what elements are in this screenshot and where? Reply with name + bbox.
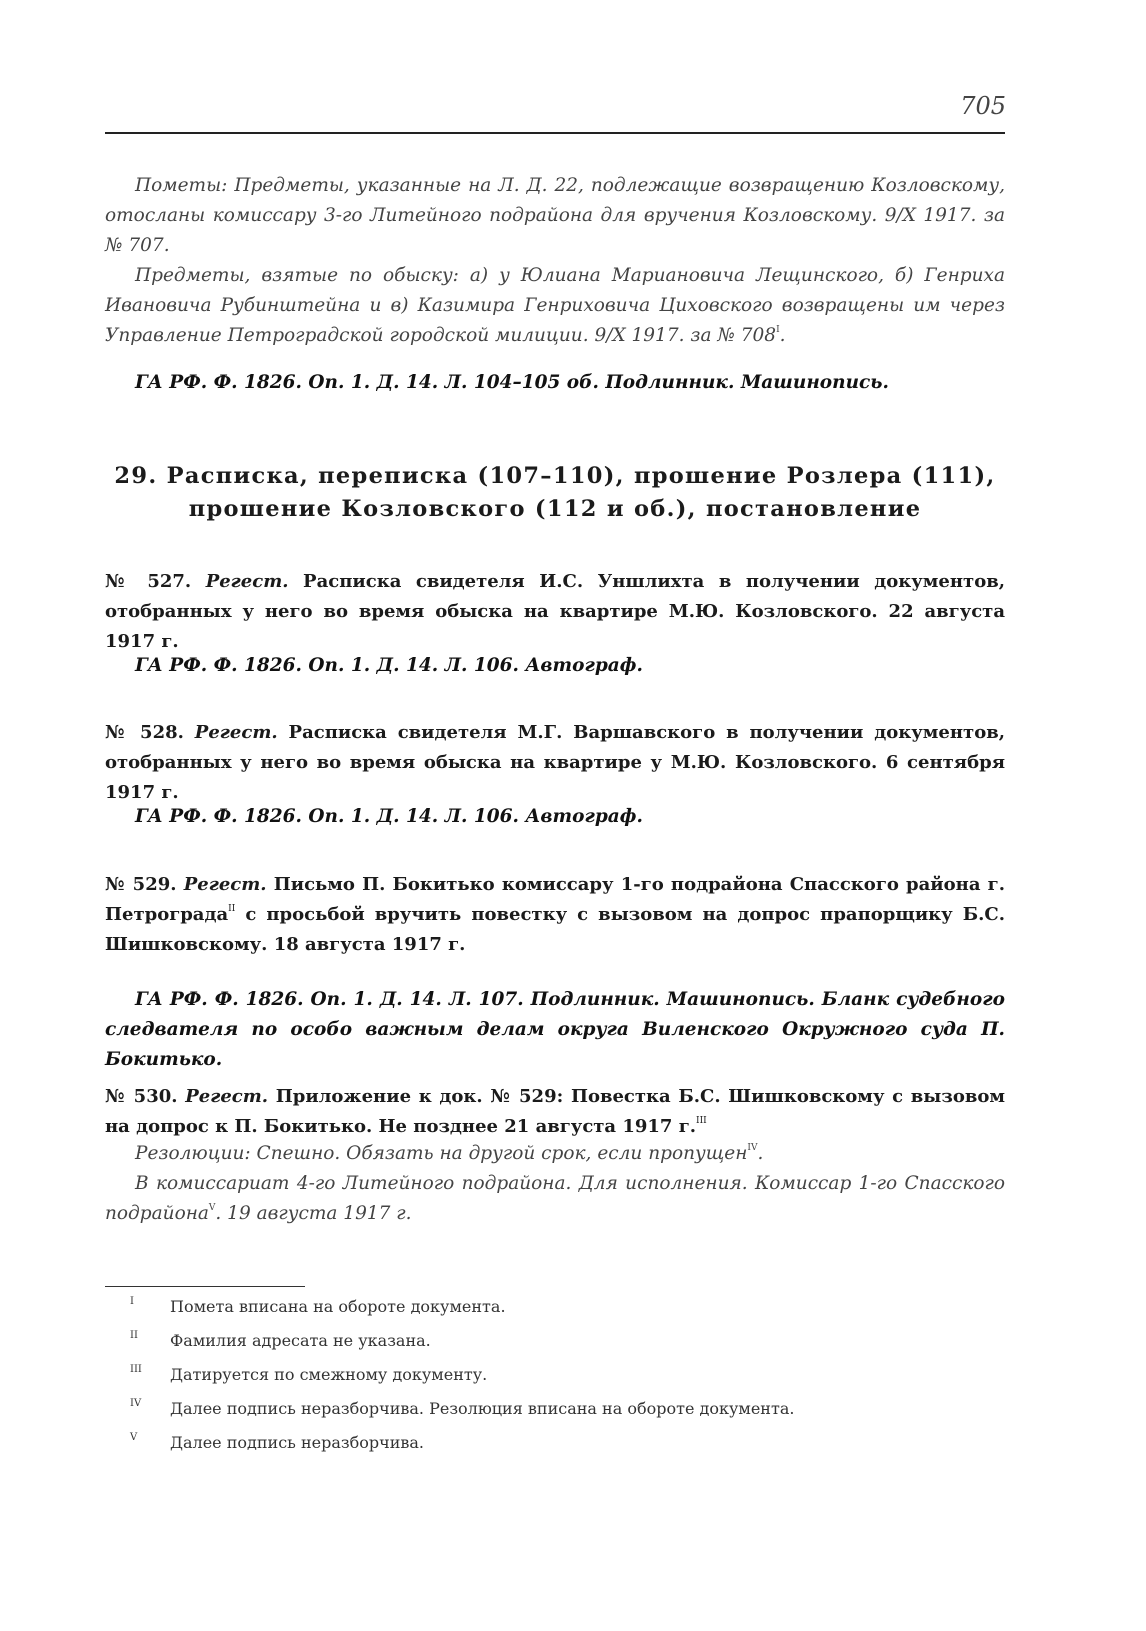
header-rule	[105, 132, 1005, 134]
archive-reference-2: ГА РФ. Ф. 1826. Оп. 1. Д. 14. Л. 106. Автограф.	[135, 655, 643, 676]
doc-text-part-1: Письмо П. Бокитько комиссару 1-го подрайона Спасского района г. Петрограда	[105, 874, 1005, 925]
marks-paragraph-2	[105, 261, 1005, 351]
section-heading-line-2: прошение Козловского (112 и об.), постановление	[188, 496, 922, 522]
doc-number: № 527.	[105, 571, 192, 592]
resolution-line-2-text: В комиссариат 4-го Литейного подрайона. Для исполнения. Комиссар 1-го Спасского подрайона	[105, 1173, 1005, 1224]
regest-label: Регест.	[194, 722, 278, 743]
resolution-line-1	[105, 1139, 1005, 1169]
resolution-line-1-tail: .	[757, 1143, 764, 1164]
footnote-item	[130, 1324, 1000, 1358]
resolution-line-2-tail: . 19 августа 1917 г.	[215, 1203, 412, 1224]
regest-label: Регест.	[185, 1086, 269, 1107]
marks-paragraph-2-text: Предметы, взятые по обыску: а) у Юлиана Мариановича Лещинского, б) Генриха Ивановича Рубинштейна и в) Казимира Генриховича Циховского возвращены им через Управление Петроградской городской милиции. 9/X 1917. за № 708	[105, 265, 1005, 346]
footnote-ref-3[interactable]: III	[696, 1116, 707, 1126]
section-heading-line-1: 29. Расписка, переписка (107–110), прошение Розлера (111),	[114, 463, 996, 489]
footnote-text: Датируется по смежному документу.	[170, 1365, 488, 1384]
footnote-mark: I	[130, 1296, 134, 1307]
footnote-mark: IV	[130, 1398, 142, 1409]
resolutions-block	[105, 1139, 1005, 1229]
marks-paragraph-1: Пометы: Предметы, указанные на Л. Д. 22, подлежащие возвращению Козловскому, отосланы комиссару 3-го Литейного подрайона для вручения Козловскому. 9/X 1917. за № 707.	[105, 175, 1005, 256]
footnote-text: Далее подпись неразборчива. Резолюция вписана на обороте документа.	[170, 1399, 795, 1418]
footnote-ref-4[interactable]: IV	[747, 1143, 758, 1153]
resolution-line-1-text: Резолюции: Спешно. Обязать на другой срок, если пропущен	[135, 1143, 748, 1164]
marks-block	[105, 171, 1005, 351]
footnote-ref-2[interactable]: II	[228, 904, 236, 914]
footnote-text: Помета вписана на обороте документа.	[170, 1297, 506, 1316]
footnote-mark: V	[130, 1432, 138, 1443]
footnote-mark: II	[130, 1330, 138, 1341]
document-entry-527	[105, 567, 1005, 657]
doc-number: № 528.	[105, 722, 184, 743]
archive-reference-3: ГА РФ. Ф. 1826. Оп. 1. Д. 14. Л. 106. Автограф.	[135, 806, 643, 827]
section-heading	[105, 460, 1005, 526]
document-entry-528	[105, 718, 1005, 808]
regest-label: Регест.	[205, 571, 289, 592]
footnote-item	[130, 1358, 1000, 1392]
footnotes-list	[130, 1290, 1000, 1460]
regest-label: Регест.	[183, 874, 267, 895]
footnote-mark: III	[130, 1364, 142, 1375]
resolution-line-2	[105, 1169, 1005, 1229]
archive-reference-4: ГА РФ. Ф. 1826. Оп. 1. Д. 14. Л. 107. Подлинник. Машинопись. Бланк судебного следвателя по особо важным делам округа Виленского Окружного суда П. Бокитько.	[105, 989, 1005, 1070]
document-entry-529	[105, 870, 1005, 960]
footnote-ref-1[interactable]: I	[776, 325, 780, 335]
doc-text-part-2: с просьбой вручить повестку с вызовом на допрос прапорщику Б.С. Шишковскому. 18 августа 1917 г.	[105, 904, 1005, 955]
doc-number: № 529.	[105, 874, 177, 895]
document-entry-530	[105, 1082, 1005, 1142]
footnote-ref-5[interactable]: V	[208, 1203, 216, 1213]
doc-text: Расписка свидетеля М.Г. Варшавского в получении документов, отобранных у него во время обыска на квартире у М.Ю. Козловского. 6 сентября 1917 г.	[105, 722, 1005, 803]
footnote-text: Фамилия адресата не указана.	[170, 1331, 431, 1350]
footnote-item	[130, 1290, 1000, 1324]
doc-number: № 530.	[105, 1086, 178, 1107]
doc-text: Приложение к док. № 529: Повестка Б.С. Шишковскому с вызовом на допрос к П. Бокитько. Не позднее 21 августа 1917 г.	[105, 1086, 1005, 1137]
footnote-item	[130, 1392, 1000, 1426]
archive-reference-1: ГА РФ. Ф. 1826. Оп. 1. Д. 14. Л. 104–105 об. Подлинник. Машинопись.	[135, 372, 889, 393]
footnote-item	[130, 1426, 1000, 1460]
page-number: 705	[960, 92, 1006, 120]
marks-paragraph-2-tail: .	[779, 325, 786, 346]
footnote-text: Далее подпись неразборчива.	[170, 1433, 424, 1452]
doc-text: Расписка свидетеля И.С. Уншлихта в получении документов, отобранных у него во время обыска на квартире М.Ю. Козловского. 22 августа 1917 г.	[105, 571, 1005, 652]
